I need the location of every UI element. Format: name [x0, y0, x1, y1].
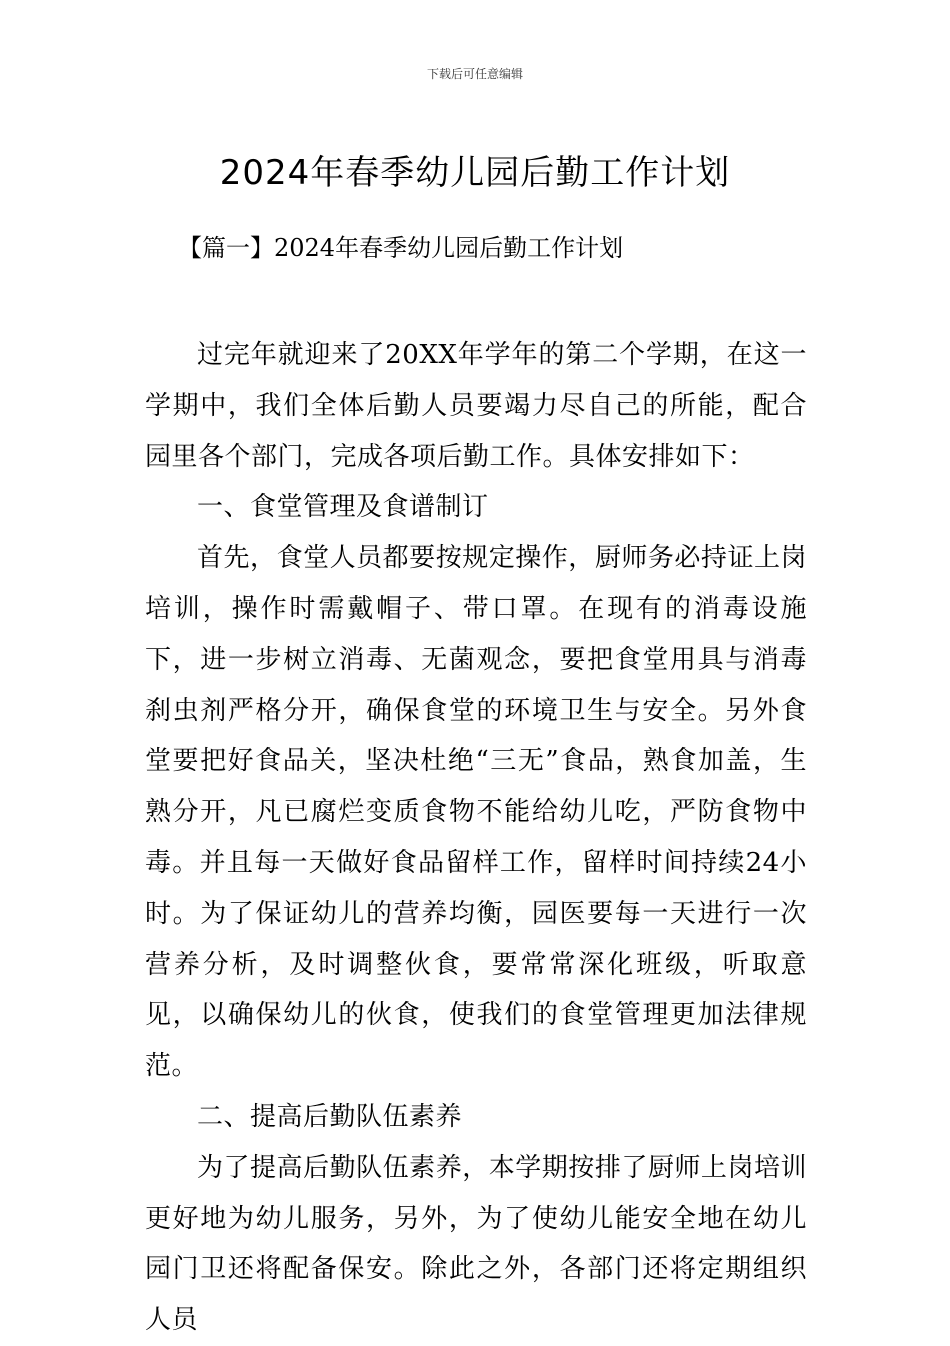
document-subtitle: 【篇一】2024年春季幼儿园后勤工作计划 [178, 234, 624, 262]
section-heading-canteen: 一、食堂管理及食谱制订 [197, 492, 489, 523]
header-note: 下载后可任意编辑 [426, 67, 523, 81]
section-body-staff: 为了提高后勤队伍素养，本学期按排了厨师上岗培训更好地为幼儿服务，另外，为了使幼儿能安全地在幼儿园门卫还将配备保安。除此之外，各部门还将定期组织人员 [145, 1152, 807, 1336]
document-body [145, 330, 807, 1346]
section-heading-staff: 二、提高后勤队伍素养 [197, 1101, 463, 1132]
document-title: 2024年春季幼儿园后勤工作计划 [219, 152, 731, 193]
intro-paragraph: 过完年就迎来了20XX年学年的第二个学期，在这一学期中，我们全体后勤人员要竭力尽自己的所能，配合园里各个部门，完成各项后勤工作。具体安排如下： [145, 340, 807, 472]
section-body-canteen: 首先，食堂人员都要按规定操作，厨师务必持证上岗培训，操作时需戴帽子、带口罩。在现有的消毒设施下，进一步树立消毒、无菌观念，要把食堂用具与消毒刹虫剂严格分开，确保食堂的环境卫生与安全。另外食堂要把好食品关，坚决杜绝“三无”食品，熟食加盖，生熟分开，凡已腐烂变质食物不能给幼儿吃，严防食物中毒。并且每一天做好食品留样工作，留样时间持续24小时。为了保证幼儿的营养均衡，园医要每一天进行一次营养分析，及时调整伙食，要常常深化班级，听取意见，以确保幼儿的伙食，使我们的食堂管理更加法律规范。 [145, 543, 807, 1082]
